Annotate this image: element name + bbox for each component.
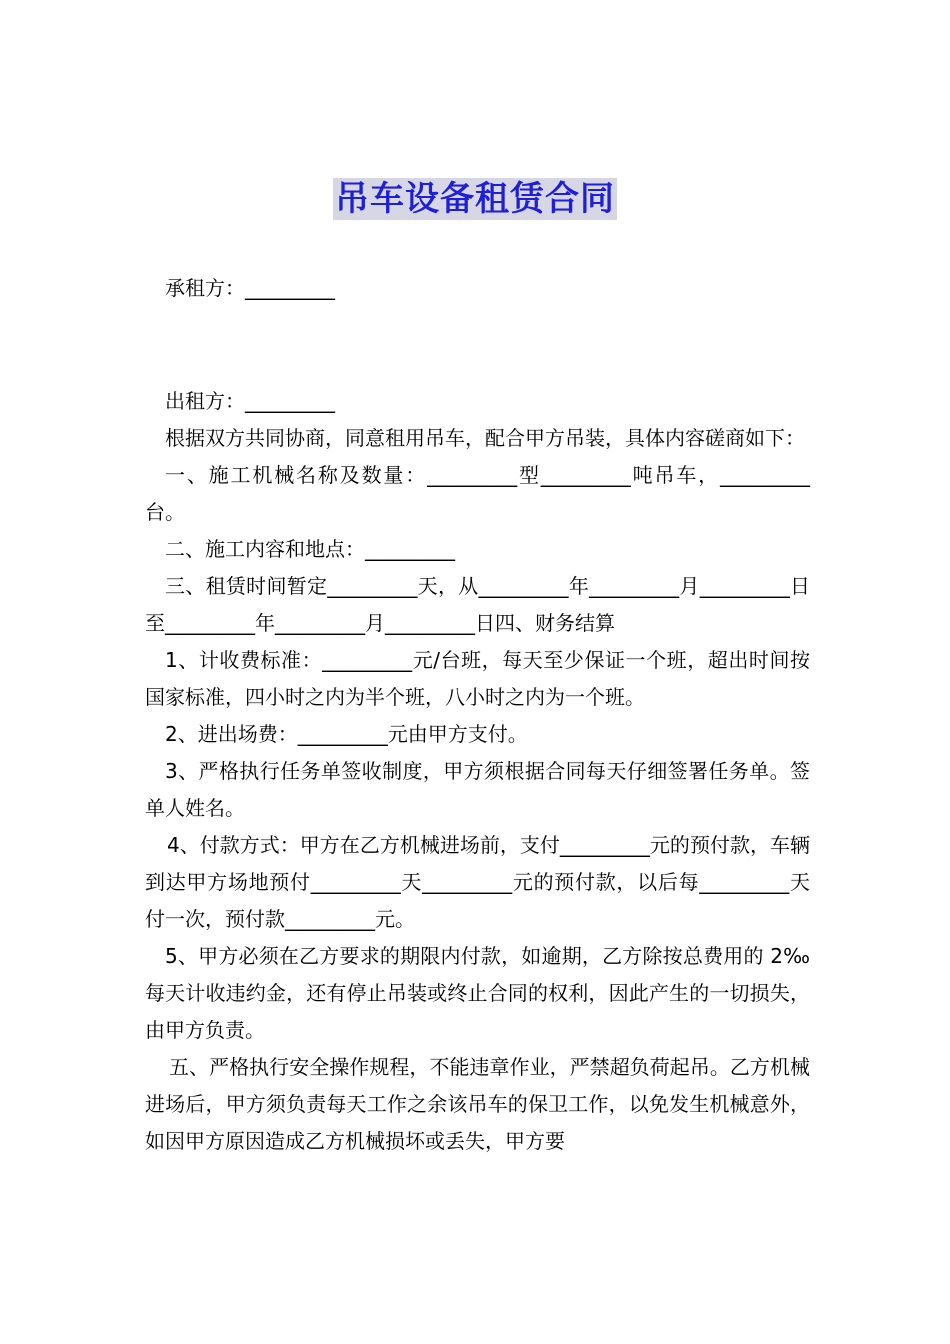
lessor-line: 出租方：_________ [165,389,335,413]
intro-paragraph: 根据双方共同协商，同意租用吊车，配合甲方吊装，具体内容磋商如下： [165,426,805,450]
section-2-location: 二、施工内容和地点：_________ [165,537,455,561]
document-title: 吊车设备租赁合同 [335,179,615,219]
item-5-late-payment: 5、甲方必须在乙方要求的期限内付款，如逾期，乙方除按总费用的 2‰每天计收违约金，还有停止吊装或终止合同的权利，因此产生的一切损失，由甲方负责。 [145,944,810,1042]
item-4-payment-method: 4、付款方式：甲方在乙方机械进场前，支付_________元的预付款，车辆到达甲方场地预付_________天_________元的预付款，以后每_________天付一次，预付款_________元。 [145,833,810,931]
party-spacer [145,307,810,383]
item-2-entry-fee: 2、进出场费：_________元由甲方支付。 [165,722,528,746]
document-body [145,270,810,1160]
title-container [0,178,950,220]
lessee-line: 承租方：_________ [165,276,335,300]
section-3-duration: 三、租赁时间暂定_________天，从_________年_________月_________日至_________年_________月_________日四、财务结算 [145,574,810,635]
section-5-safety: 五、严格执行安全操作规程，不能违章作业，严禁超负荷起吊。乙方机械进场后，甲方须负责每天工作之余该吊车的保卫工作，以免发生机械意外，如因甲方原因造成乙方机械损坏或丢失，甲方要 [145,1055,810,1153]
item-3-task-order: 3、严格执行任务单签收制度，甲方须根据合同每天仔细签署任务单。签单人姓名。 [145,759,810,820]
section-1-equipment: 一、施工机械名称及数量：_________型_________吨吊车，_________台。 [145,463,810,524]
item-1-fee-standard: 1、计收费标准：_________元/台班，每天至少保证一个班，超出时间按国家标准，四小时之内为半个班，八小时之内为一个班。 [145,648,810,709]
